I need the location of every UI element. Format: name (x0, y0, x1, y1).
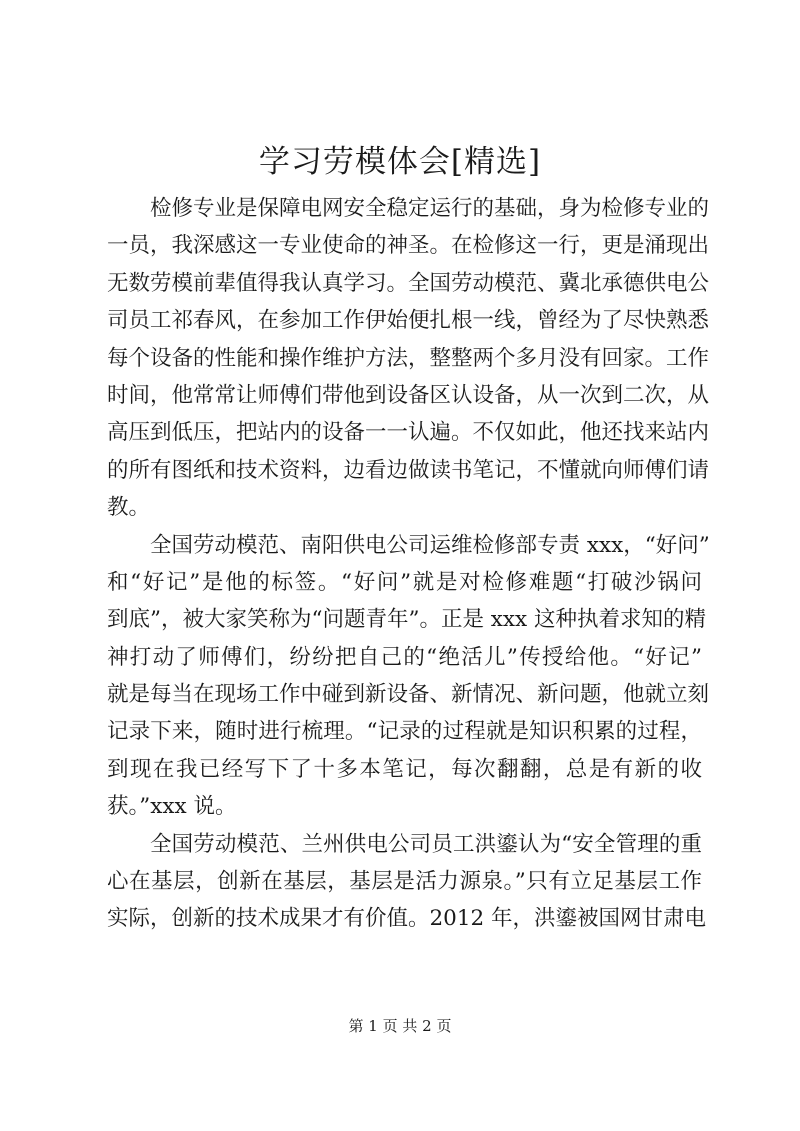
paragraph-3-line: 心在基层，创新在基层，基层是活力源泉。”只有立足基层工作 (107, 869, 702, 895)
paragraph-1-line: 教。 (107, 495, 151, 521)
paragraph-2-line: 获。”xxx 说。 (107, 794, 237, 820)
paragraph-2-line: 记录下来，随时进行梳理。“记录的过程就是知识积累的过程， (107, 719, 702, 745)
paragraph-1-line: 无数劳模前辈值得我认真学习。全国劳动模范、冀北承德供电公 (107, 270, 710, 296)
paragraph-2-line: 到底”，被大家笑称为“问题青年”。正是 xxx 这种执着求知的精 (107, 607, 707, 633)
paragraph-1-line: 每个设备的性能和操作维护方法，整整两个多月没有回家。工作 (107, 345, 710, 371)
paragraph-2-line: 全国劳动模范、南阳供电公司运维检修部专责 xxx，“好问” (150, 532, 710, 558)
paragraph-3-line: 实际，创新的技术成果才有价值。2012 年，洪鎏被国网甘肃电 (107, 906, 707, 932)
paragraph-1-line: 一员，我深感这一专业使命的神圣。在检修这一行，更是涌现出 (107, 233, 710, 259)
paragraph-1-line: 时间，他常常让师傅们带他到设备区认设备，从一次到二次，从 (107, 382, 710, 408)
paragraph-2-line: 神打动了师傅们，纷纷把自己的“绝活儿”传授给他。“好记” (107, 644, 702, 670)
paragraph-1-line: 司员工祁春风，在参加工作伊始便扎根一线，曾经为了尽快熟悉 (107, 308, 710, 334)
paragraph-1-line: 检修专业是保障电网安全稳定运行的基础，身为检修专业的 (150, 196, 710, 221)
paragraph-3-line: 全国劳动模范、兰州供电公司员工洪鎏认为“安全管理的重 (150, 831, 702, 857)
paragraph-1-line: 高压到低压，把站内的设备一一认遍。不仅如此，他还找来站内 (107, 420, 710, 446)
document-body (107, 190, 710, 938)
paragraph-1-line: 的所有图纸和技术资料，边看边做读书笔记，不懂就向师傅们请 (107, 457, 710, 483)
paragraph-2-line: 和“好记”是他的标签。“好问”就是对检修难题“打破沙锅问 (107, 569, 702, 595)
page-footer: 第 1 页 共 2 页 (348, 1017, 452, 1035)
document-title: 学习劳模体会[精选] (258, 144, 542, 180)
paragraph-2-line: 就是每当在现场工作中碰到新设备、新情况、新问题，他就立刻 (107, 682, 710, 708)
paragraph-2-line: 到现在我已经写下了十多本笔记，每次翻翻，总是有新的收 (107, 756, 702, 782)
